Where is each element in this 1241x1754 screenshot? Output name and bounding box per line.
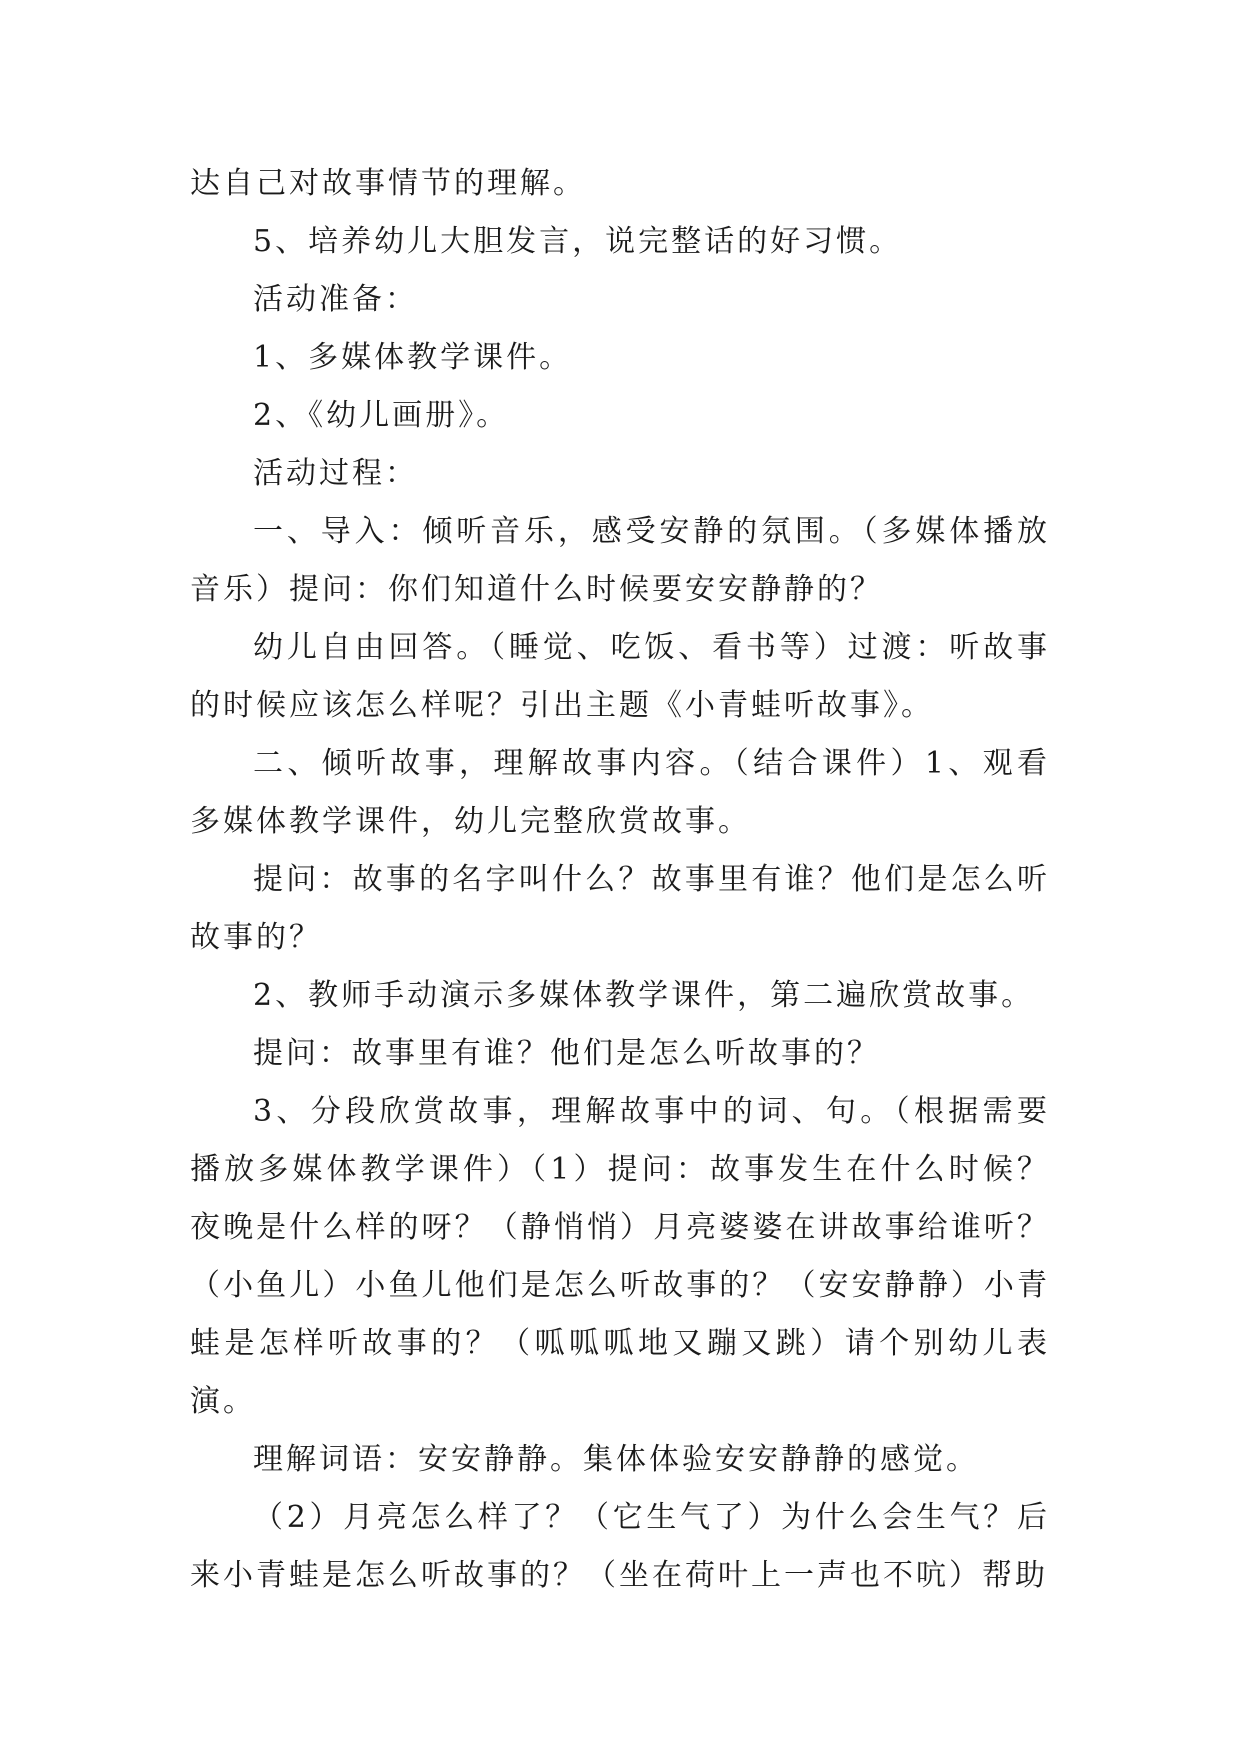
paragraph-segment-appreciation: 3、分段欣赏故事，理解故事中的词、句。（根据需要播放多媒体教学课件）（1）提问：故事发生在什么时候？夜晚是什么样的呀？（静悄悄）月亮婆婆在讲故事给谁听？（小鱼儿）小鱼儿他们是怎么听故事的？（安安静静）小青蛙是怎样听故事的？（呱呱呱地又蹦又跳）请个别幼儿表演。 <box>190 1094 1050 1419</box>
document-body <box>190 155 1050 1605</box>
paragraph-question-2: 提问：故事里有谁？他们是怎么听故事的？ <box>253 1036 880 1071</box>
heading-activity-process: 活动过程： <box>253 456 418 491</box>
paragraph-free-answer: 幼儿自由回答。（睡觉、吃饭、看书等）过渡：听故事的时候应该怎么样呢？引出主题《小青蛙听故事》。 <box>190 630 1050 723</box>
paragraph-continuation: 达自己对故事情节的理解。 <box>190 166 586 201</box>
paragraph-goal-5: 5、培养幼儿大胆发言，说完整话的好习惯。 <box>253 224 903 259</box>
paragraph-question-1: 提问：故事的名字叫什么？故事里有谁？他们是怎么听故事的？ <box>190 862 1050 955</box>
paragraph-preparation-1: 1、多媒体教学课件。 <box>253 340 573 375</box>
paragraph-listen-story: 二、倾听故事，理解故事内容。（结合课件）1、观看多媒体教学课件，幼儿完整欣赏故事。 <box>190 746 1050 839</box>
paragraph-moon-question: （2）月亮怎么样了？（它生气了）为什么会生气？后来小青蛙是怎么听故事的？（坐在荷叶上一声也不吭）帮助 <box>190 1500 1050 1593</box>
paragraph-preparation-2: 2、《幼儿画册》。 <box>253 398 510 433</box>
heading-activity-preparation: 活动准备： <box>253 282 418 317</box>
paragraph-teacher-demo: 2、教师手动演示多媒体教学课件，第二遍欣赏故事。 <box>253 978 1035 1013</box>
paragraph-introduction: 一、导入：倾听音乐，感受安静的氛围。（多媒体播放音乐）提问：你们知道什么时候要安安静静的？ <box>190 514 1050 607</box>
paragraph-vocabulary: 理解词语：安安静静。集体体验安安静静的感觉。 <box>253 1442 979 1477</box>
